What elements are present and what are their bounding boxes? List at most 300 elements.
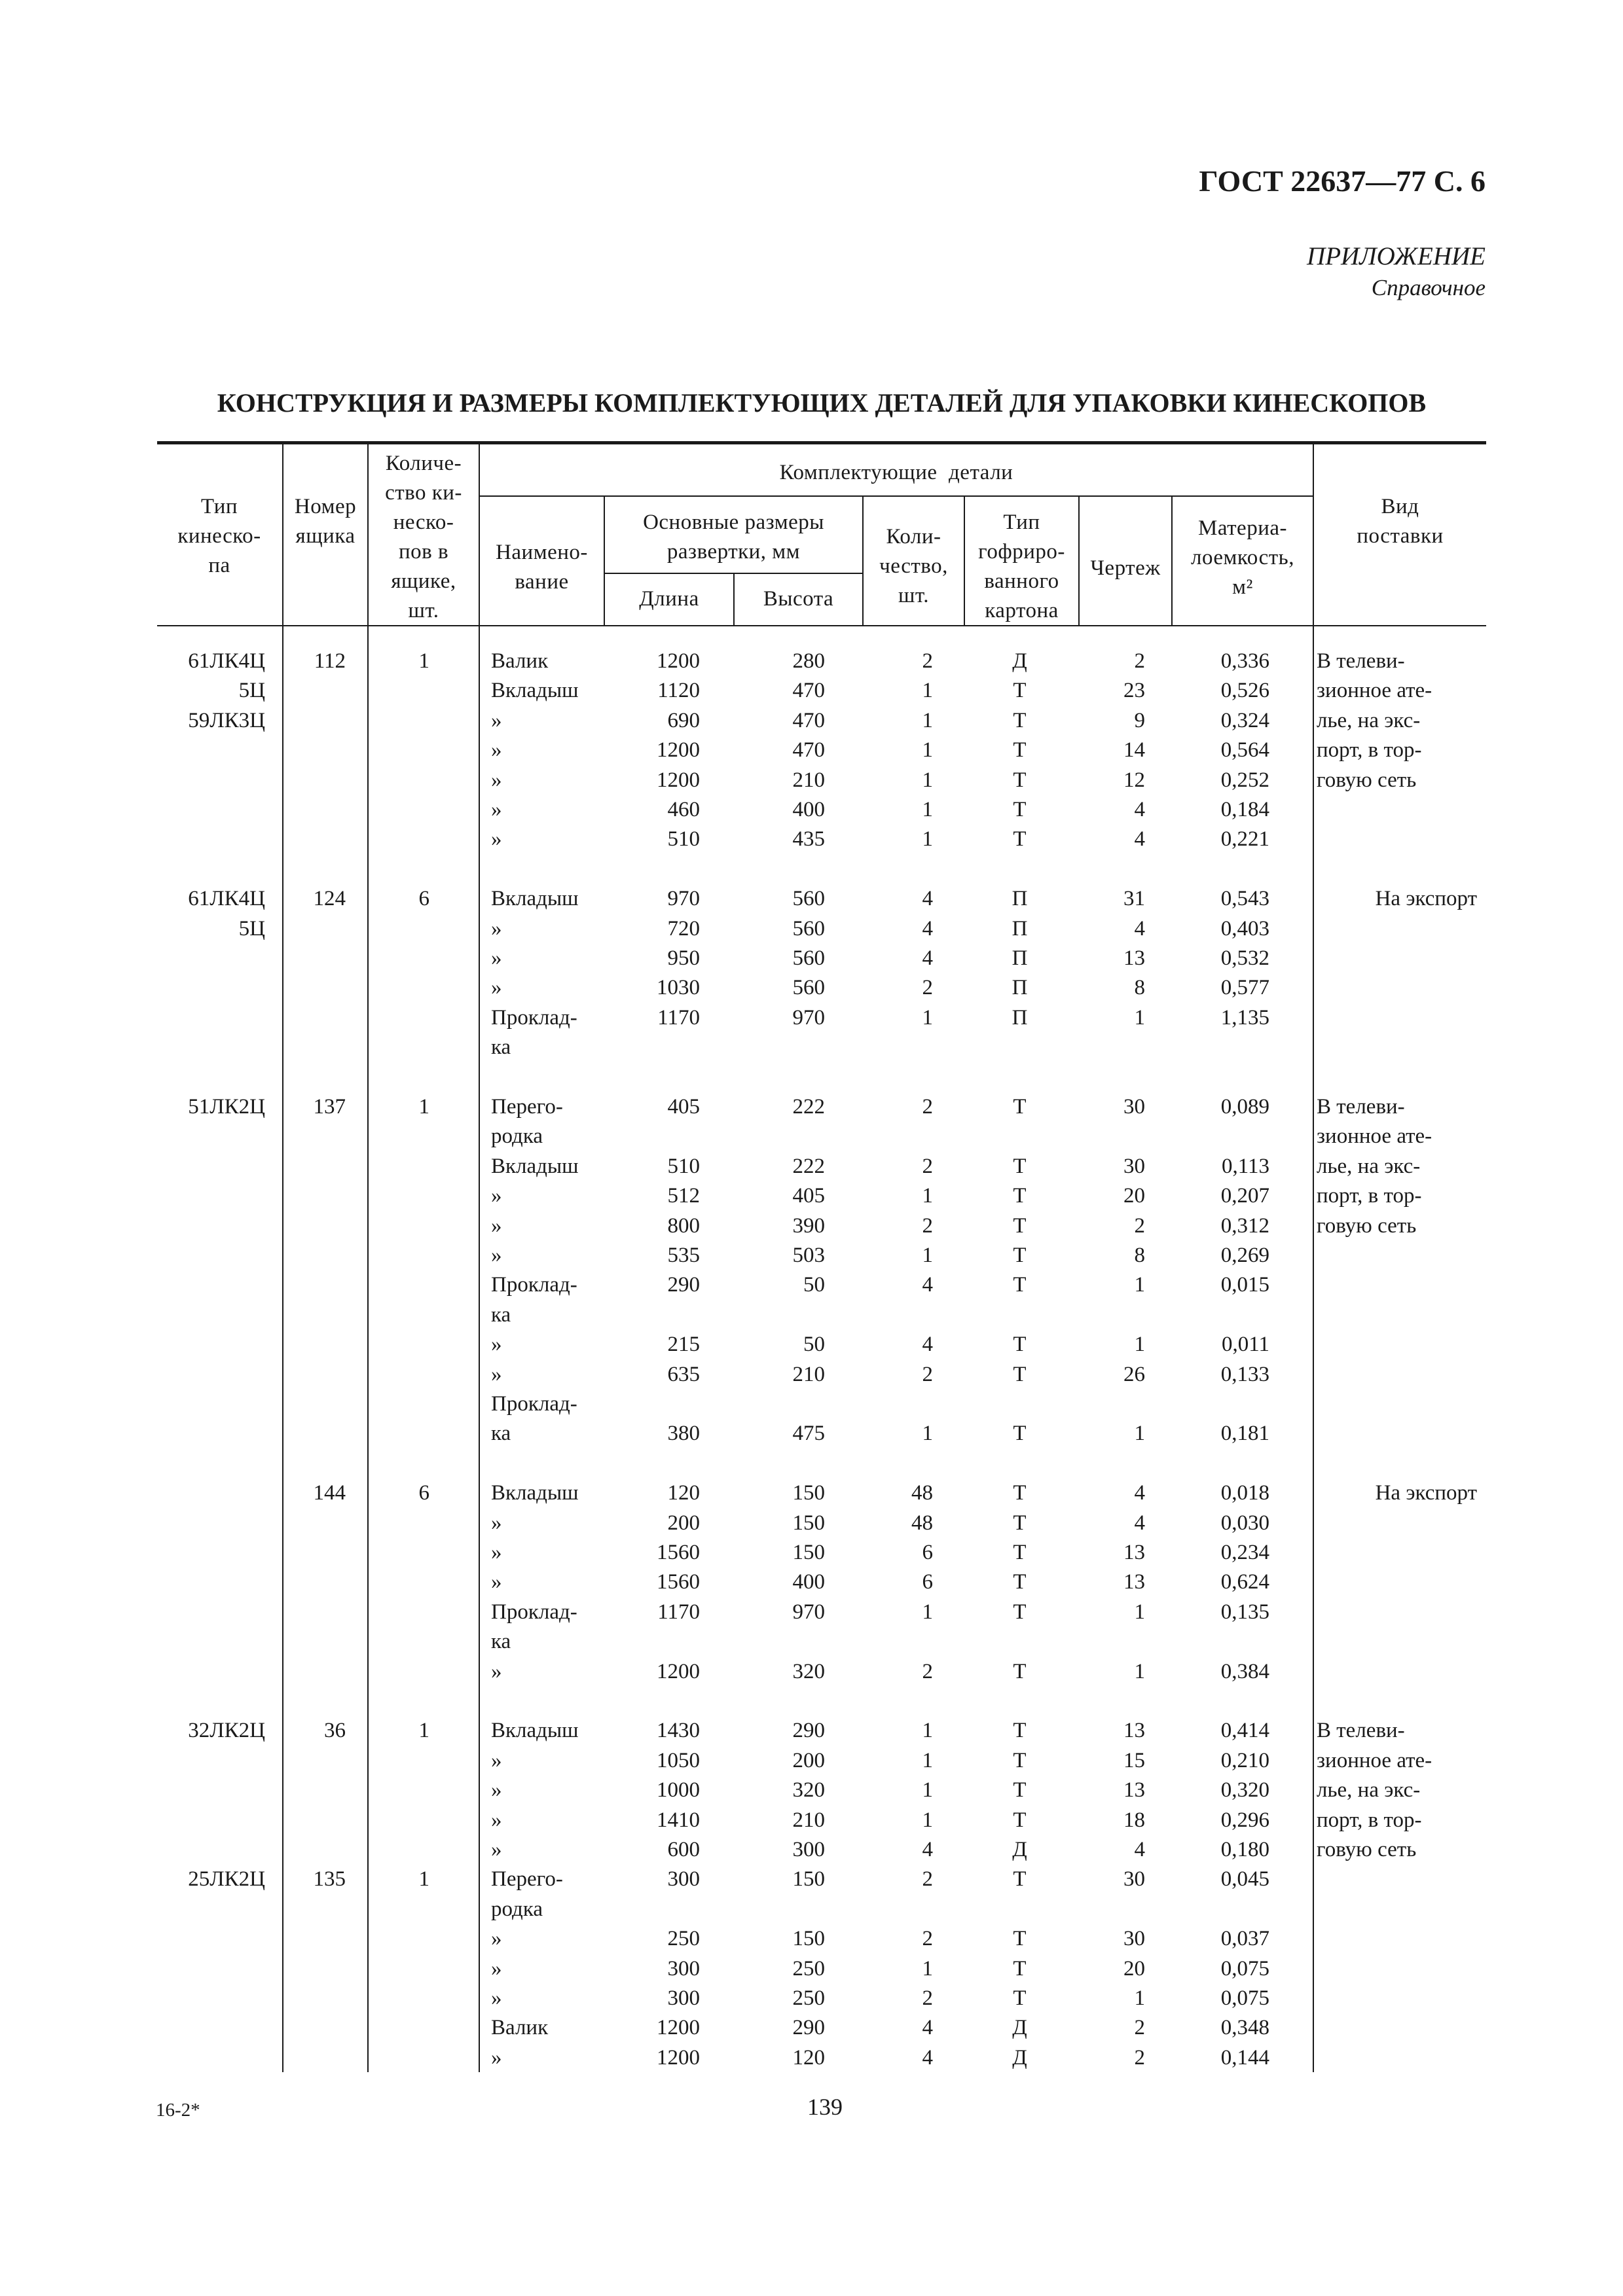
cell-kolvo: 1: [418, 649, 429, 673]
col-header-vysota: Высота: [763, 587, 834, 611]
cell-vysota: 210: [792, 768, 825, 792]
cell-dlina: 510: [667, 827, 700, 852]
cell-tip: 51ЛК2Ц: [188, 1095, 265, 1119]
cell-vysota: 435: [792, 827, 825, 852]
cell-dlina: 600: [667, 1838, 700, 1861]
cell-mat: 0,252: [1220, 768, 1269, 792]
cell-naim: »: [491, 2045, 502, 2070]
cell-vysota: 150: [792, 1511, 825, 1535]
cell-dlina: 1050: [657, 1748, 700, 1772]
cell-vid: зионное ате-: [1317, 679, 1432, 703]
cell-karton: Т: [1013, 1213, 1027, 1238]
cell-mat: 0,324: [1220, 708, 1269, 732]
cell-kol: 2: [922, 976, 933, 1000]
cell-nomer: 135: [313, 1867, 346, 1892]
cell-vysota: 50: [803, 1333, 825, 1357]
cell-kol: 1: [922, 679, 933, 703]
cell-naim: Вкладыш: [491, 679, 579, 703]
col-header-dlina: Длина: [639, 587, 699, 611]
cell-dlina: 1560: [657, 1541, 700, 1564]
cell-dlina: 1200: [657, 2016, 700, 2040]
cell-karton: Т: [1013, 1956, 1027, 1981]
cell-karton: Т: [1013, 1748, 1027, 1772]
cell-dlina: 1170: [657, 1005, 700, 1030]
header-bottom-rule: [157, 625, 1486, 626]
cell-naim: »: [491, 1748, 502, 1772]
cell-vysota: 120: [792, 2045, 825, 2070]
cell-kol: 4: [922, 1333, 933, 1357]
cell-karton: Т: [1013, 798, 1027, 821]
cell-chertezh: 14: [1123, 738, 1145, 762]
cell-nomer: 144: [313, 1481, 346, 1505]
appendix-type: Справочное: [1371, 275, 1486, 300]
cell-nomer: 124: [313, 887, 346, 911]
cell-dlina: 1000: [657, 1778, 700, 1803]
cell-karton: Т: [1013, 738, 1027, 762]
cell-naim: Перего-: [491, 1095, 563, 1119]
cell-kol: 2: [922, 1867, 933, 1892]
cell-kol: 1: [922, 1600, 933, 1624]
cell-tip: 61ЛК4Ц: [188, 649, 265, 673]
cell-kol: 1: [922, 1184, 933, 1208]
cell-kol: 1: [922, 738, 933, 762]
cell-vysota: 470: [792, 708, 825, 732]
cell-mat: 0,113: [1221, 1154, 1269, 1178]
cell-kolvo: 1: [418, 1095, 429, 1119]
cell-dlina: 950: [667, 946, 700, 970]
cell-dlina: 1430: [657, 1719, 700, 1743]
cell-naim: »: [491, 1838, 502, 1861]
cell-mat: 0,015: [1220, 1273, 1269, 1297]
col-divider: [479, 442, 480, 2072]
cell-dlina: 380: [667, 1422, 700, 1446]
cell-tip: 5Ц: [238, 679, 265, 703]
cell-chertezh: 4: [1134, 1511, 1145, 1535]
cell-kol: 1: [922, 708, 933, 732]
cell-kol: 1: [922, 1719, 933, 1743]
cell-karton: Т: [1013, 1719, 1027, 1743]
cell-chertezh: 13: [1123, 1719, 1145, 1743]
cell-karton: Т: [1013, 1927, 1027, 1951]
cell-vid: порт, в тор-: [1317, 1808, 1422, 1832]
cell-vysota: 50: [803, 1273, 825, 1297]
col-header-group: Комплектующие детали: [779, 461, 1013, 484]
cell-dlina: 200: [667, 1511, 700, 1535]
cell-naim: »: [491, 1541, 502, 1564]
cell-naim: Проклад-: [491, 1005, 577, 1030]
cell-kolvo: 1: [418, 1867, 429, 1892]
cell-chertezh: 2: [1134, 2016, 1145, 2040]
cell-chertezh: 4: [1134, 916, 1145, 941]
cell-chertezh: 1: [1134, 1333, 1145, 1357]
cell-dlina: 535: [667, 1244, 700, 1267]
cell-naim: ка: [491, 1302, 511, 1327]
cell-vysota: 470: [792, 738, 825, 762]
cell-karton: Д: [1012, 2045, 1027, 2070]
cell-dlina: 300: [667, 1956, 700, 1981]
cell-mat: 0,414: [1220, 1719, 1269, 1743]
cell-vysota: 475: [792, 1422, 825, 1446]
cell-kol: 2: [922, 1362, 933, 1386]
cell-mat: 0,348: [1220, 2016, 1269, 2040]
cell-karton: Т: [1013, 1154, 1027, 1178]
cell-mat: 0,577: [1220, 976, 1269, 1000]
cell-kol: 2: [922, 1927, 933, 1951]
cell-tip: 32ЛК2Ц: [188, 1719, 265, 1743]
cell-chertezh: 13: [1123, 1541, 1145, 1564]
cell-karton: Т: [1013, 1541, 1027, 1564]
col-divider: [1313, 442, 1314, 2072]
cell-kol: 6: [922, 1541, 933, 1564]
cell-vysota: 400: [792, 798, 825, 821]
cell-kol: 4: [922, 916, 933, 941]
cell-tip: 5Ц: [238, 916, 265, 941]
cell-vysota: 503: [792, 1244, 825, 1267]
cell-kolvo: 6: [418, 887, 429, 911]
cell-chertezh: 1: [1134, 1659, 1145, 1683]
cell-naim: родка: [491, 1897, 543, 1921]
cell-chertezh: 15: [1123, 1748, 1145, 1772]
col-header-vid: Вид поставки: [1357, 495, 1444, 548]
cell-vysota: 290: [792, 2016, 825, 2040]
cell-vysota: 320: [792, 1659, 825, 1683]
cell-mat: 0,018: [1220, 1481, 1269, 1505]
cell-dlina: 300: [667, 1867, 700, 1892]
cell-dlina: 120: [667, 1481, 700, 1505]
cell-kol: 2: [922, 1095, 933, 1119]
cell-vid: зионное ате-: [1317, 1124, 1432, 1149]
cell-vysota: 970: [792, 1600, 825, 1624]
cell-mat: 0,624: [1220, 1570, 1269, 1594]
cell-kol: 1: [922, 1956, 933, 1981]
cell-vysota: 560: [792, 887, 825, 911]
cell-kol: 1: [922, 1422, 933, 1446]
cell-kol: 4: [922, 2045, 933, 2070]
cell-vysota: 150: [792, 1927, 825, 1951]
cell-mat: 0,532: [1220, 946, 1269, 970]
cell-chertezh: 20: [1123, 1956, 1145, 1981]
cell-naim: Валик: [491, 2016, 549, 2040]
cell-mat: 0,075: [1220, 1956, 1269, 1981]
cell-chertezh: 1: [1134, 1600, 1145, 1624]
cell-karton: Д: [1012, 1838, 1027, 1861]
cell-naim: »: [491, 1986, 502, 2010]
cell-naim: »: [491, 1956, 502, 1981]
cell-mat: 0,037: [1220, 1927, 1269, 1951]
cell-dlina: 720: [667, 916, 700, 941]
cell-naim: »: [491, 1184, 502, 1208]
cell-chertezh: 4: [1134, 827, 1145, 852]
cell-mat: 0,269: [1220, 1244, 1269, 1267]
cell-naim: »: [491, 768, 502, 792]
cell-kol: 1: [922, 798, 933, 821]
cell-naim: »: [491, 916, 502, 941]
cell-vysota: 300: [792, 1838, 825, 1861]
cell-vysota: 210: [792, 1362, 825, 1386]
cell-mat: 0,207: [1220, 1184, 1269, 1208]
cell-chertezh: 30: [1123, 1867, 1145, 1892]
cell-karton: Т: [1013, 1659, 1027, 1683]
cell-naim: »: [491, 1927, 502, 1951]
cell-karton: П: [1012, 976, 1028, 1000]
page-title: КОНСТРУКЦИЯ И РАЗМЕРЫ КОМПЛЕКТУЮЩИХ ДЕТАЛЕЙ ДЛЯ УПАКОВКИ КИНЕСКОПОВ: [217, 388, 1427, 418]
cell-kol: 1: [922, 827, 933, 852]
cell-naim: ка: [491, 1035, 511, 1060]
cell-vysota: 250: [792, 1986, 825, 2010]
cell-vysota: 280: [792, 649, 825, 673]
footer-signature: 16-2*: [156, 2100, 200, 2121]
cell-chertezh: 23: [1123, 679, 1145, 703]
cell-dlina: 1200: [657, 768, 700, 792]
cell-dlina: 635: [667, 1362, 700, 1386]
cell-karton: Т: [1013, 1273, 1027, 1297]
col-header-sizes: Основные размеры развертки, мм: [643, 511, 824, 564]
cell-chertezh: 1: [1134, 1005, 1145, 1030]
cell-karton: П: [1012, 946, 1028, 970]
cell-vysota: 470: [792, 679, 825, 703]
cell-dlina: 1200: [657, 649, 700, 673]
cell-kolvo: 6: [418, 1481, 429, 1505]
cell-dlina: 1560: [657, 1570, 700, 1594]
cell-vid: зионное ате-: [1317, 1748, 1432, 1772]
cell-mat: 0,135: [1220, 1600, 1269, 1624]
cell-kol: 4: [922, 887, 933, 911]
page-number: 139: [807, 2094, 843, 2120]
cell-chertezh: 1: [1134, 1273, 1145, 1297]
cell-vid: На экспорт: [1375, 1481, 1477, 1505]
cell-karton: Т: [1013, 1244, 1027, 1267]
cell-mat: 1,135: [1220, 1005, 1269, 1030]
cell-vid: порт, в тор-: [1317, 1184, 1422, 1208]
cell-vid: В телеви-: [1317, 649, 1405, 673]
cell-vysota: 222: [792, 1095, 825, 1119]
cell-kol: 48: [911, 1481, 933, 1505]
cell-karton: Т: [1013, 1778, 1027, 1803]
cell-dlina: 1200: [657, 1659, 700, 1683]
cell-vysota: 150: [792, 1481, 825, 1505]
cell-chertezh: 26: [1123, 1362, 1145, 1386]
cell-naim: »: [491, 827, 502, 852]
cell-karton: Т: [1013, 1362, 1027, 1386]
cell-karton: Т: [1013, 1333, 1027, 1357]
cell-karton: Т: [1013, 768, 1027, 792]
cell-chertezh: 2: [1134, 1213, 1145, 1238]
cell-dlina: 460: [667, 798, 700, 821]
cell-vysota: 250: [792, 1956, 825, 1981]
cell-chertezh: 13: [1123, 1778, 1145, 1803]
cell-vysota: 290: [792, 1719, 825, 1743]
cell-vid: лье, на экс-: [1317, 708, 1421, 732]
cell-nomer: 36: [324, 1719, 346, 1743]
cell-vysota: 200: [792, 1748, 825, 1772]
cell-mat: 0,133: [1220, 1362, 1269, 1386]
cell-kol: 1: [922, 1808, 933, 1832]
cell-karton: Т: [1013, 1511, 1027, 1535]
cell-chertezh: 20: [1123, 1184, 1145, 1208]
cell-dlina: 250: [667, 1927, 700, 1951]
cell-dlina: 800: [667, 1213, 700, 1238]
col-header-tip: Тип кинеско- па: [177, 495, 261, 577]
cell-karton: Т: [1013, 1808, 1027, 1832]
cell-vysota: 560: [792, 976, 825, 1000]
cell-karton: Т: [1013, 1481, 1027, 1505]
cell-mat: 0,075: [1220, 1986, 1269, 2010]
cell-dlina: 970: [667, 887, 700, 911]
cell-vid: В телеви-: [1317, 1095, 1405, 1119]
appendix-title: ПРИЛОЖЕНИЕ: [1307, 242, 1486, 270]
cell-naim: »: [491, 1244, 502, 1267]
cell-naim: »: [491, 1213, 502, 1238]
cell-naim: »: [491, 1570, 502, 1594]
cell-karton: Т: [1013, 827, 1027, 852]
cell-mat: 0,564: [1220, 738, 1269, 762]
cell-vysota: 400: [792, 1570, 825, 1594]
cell-kol: 1: [922, 1244, 933, 1267]
cell-vid: говую сеть: [1317, 1213, 1417, 1238]
cell-naim: Вкладыш: [491, 1719, 579, 1743]
cell-mat: 0,181: [1220, 1422, 1269, 1446]
cell-mat: 0,543: [1220, 887, 1269, 911]
cell-mat: 0,011: [1221, 1333, 1269, 1357]
cell-dlina: 1120: [657, 679, 700, 703]
cell-kol: 4: [922, 1838, 933, 1861]
cell-dlina: 510: [667, 1154, 700, 1178]
cell-naim: Вкладыш: [491, 887, 579, 911]
cell-chertezh: 2: [1134, 649, 1145, 673]
col-header-mat: Материа- лоемкость, м²: [1191, 516, 1294, 599]
cell-mat: 0,296: [1220, 1808, 1269, 1832]
cell-kol: 1: [922, 1778, 933, 1803]
cell-chertezh: 30: [1123, 1154, 1145, 1178]
cell-dlina: 1030: [657, 976, 700, 1000]
cell-dlina: 215: [667, 1333, 700, 1357]
cell-dlina: 1200: [657, 738, 700, 762]
col-header-kolvo: Количе- ство ки- неско- пов в ящике, шт.: [385, 452, 462, 622]
cell-naim: »: [491, 1808, 502, 1832]
cell-mat: 0,144: [1220, 2045, 1269, 2070]
cell-chertezh: 8: [1134, 1244, 1145, 1267]
cell-vid: В телеви-: [1317, 1719, 1405, 1743]
cell-karton: П: [1012, 887, 1028, 911]
cell-mat: 0,221: [1220, 827, 1269, 852]
cell-mat: 0,403: [1220, 916, 1269, 941]
cell-chertezh: 31: [1123, 887, 1145, 911]
cell-nomer: 112: [314, 649, 346, 673]
col-header-nomer: Номер ящика: [294, 495, 357, 548]
cell-naim: »: [491, 708, 502, 732]
cell-naim: »: [491, 976, 502, 1000]
cell-mat: 0,320: [1220, 1778, 1269, 1803]
cell-vid: говую сеть: [1317, 768, 1417, 792]
cell-naim: Вкладыш: [491, 1481, 579, 1505]
cell-naim: »: [491, 946, 502, 970]
cell-dlina: 300: [667, 1986, 700, 2010]
cell-karton: Т: [1013, 1867, 1027, 1892]
col-header-naim: Наимено- вание: [496, 541, 588, 594]
cell-chertezh: 4: [1134, 1838, 1145, 1861]
cell-karton: Т: [1013, 1422, 1027, 1446]
cell-naim: »: [491, 1778, 502, 1803]
cell-karton: Д: [1012, 649, 1027, 673]
cell-vysota: 560: [792, 916, 825, 941]
cell-karton: П: [1012, 1005, 1028, 1030]
cell-dlina: 1170: [657, 1600, 700, 1624]
cell-kol: 2: [922, 1154, 933, 1178]
cell-vid: говую сеть: [1317, 1838, 1417, 1861]
cell-chertezh: 4: [1134, 1481, 1145, 1505]
cell-chertezh: 2: [1134, 2045, 1145, 2070]
cell-mat: 0,384: [1220, 1659, 1269, 1683]
cell-naim: Проклад-: [491, 1392, 577, 1416]
cell-naim: ка: [491, 1422, 511, 1446]
cell-kol: 4: [922, 2016, 933, 2040]
cell-naim: »: [491, 738, 502, 762]
cell-mat: 0,336: [1220, 649, 1269, 673]
cell-vysota: 320: [792, 1778, 825, 1803]
cell-dlina: 405: [667, 1095, 700, 1119]
cell-vysota: 210: [792, 1808, 825, 1832]
cell-mat: 0,234: [1220, 1541, 1269, 1564]
cell-vysota: 970: [792, 1005, 825, 1030]
cell-naim: Проклад-: [491, 1273, 577, 1297]
cell-tip: 25ЛК2Ц: [188, 1867, 265, 1892]
cell-vysota: 405: [792, 1184, 825, 1208]
cell-kol: 1: [922, 768, 933, 792]
cell-chertezh: 30: [1123, 1095, 1145, 1119]
cell-dlina: 1410: [657, 1808, 700, 1832]
cell-kol: 2: [922, 649, 933, 673]
cell-mat: 0,526: [1220, 679, 1269, 703]
cell-chertezh: 12: [1123, 768, 1145, 792]
cell-karton: П: [1012, 916, 1028, 941]
cell-karton: Т: [1013, 1986, 1027, 2010]
cell-chertezh: 1: [1134, 1422, 1145, 1446]
cell-kol: 1: [922, 1748, 933, 1772]
cell-chertezh: 30: [1123, 1927, 1145, 1951]
cell-kol: 2: [922, 1659, 933, 1683]
cell-vysota: 150: [792, 1541, 825, 1564]
cell-vid: На экспорт: [1375, 887, 1477, 911]
cell-vysota: 150: [792, 1867, 825, 1892]
col-divider: [367, 442, 369, 2072]
cell-karton: Т: [1013, 1184, 1027, 1208]
cell-chertezh: 13: [1123, 946, 1145, 970]
cell-dlina: 690: [667, 708, 700, 732]
cell-nomer: 137: [313, 1095, 346, 1119]
cell-dlina: 512: [667, 1184, 700, 1208]
cell-naim: родка: [491, 1124, 543, 1149]
cell-chertezh: 13: [1123, 1570, 1145, 1594]
cell-kol: 4: [922, 1273, 933, 1297]
cell-kol: 48: [911, 1511, 933, 1535]
cell-vysota: 560: [792, 946, 825, 970]
cell-vysota: 222: [792, 1154, 825, 1178]
cell-mat: 0,210: [1220, 1748, 1269, 1772]
cell-karton: Т: [1013, 679, 1027, 703]
cell-karton: Д: [1012, 2016, 1027, 2040]
cell-naim: Валик: [491, 649, 549, 673]
col-header-chertezh: Чертеж: [1090, 556, 1161, 580]
cell-mat: 0,030: [1220, 1511, 1269, 1535]
cell-vid: лье, на экс-: [1317, 1154, 1421, 1178]
cell-naim: Перего-: [491, 1867, 563, 1892]
cell-chertezh: 8: [1134, 976, 1145, 1000]
cell-naim: »: [491, 1511, 502, 1535]
cell-chertezh: 4: [1134, 798, 1145, 821]
cell-mat: 0,180: [1220, 1838, 1269, 1861]
cell-dlina: 290: [667, 1273, 700, 1297]
cell-kol: 6: [922, 1570, 933, 1594]
